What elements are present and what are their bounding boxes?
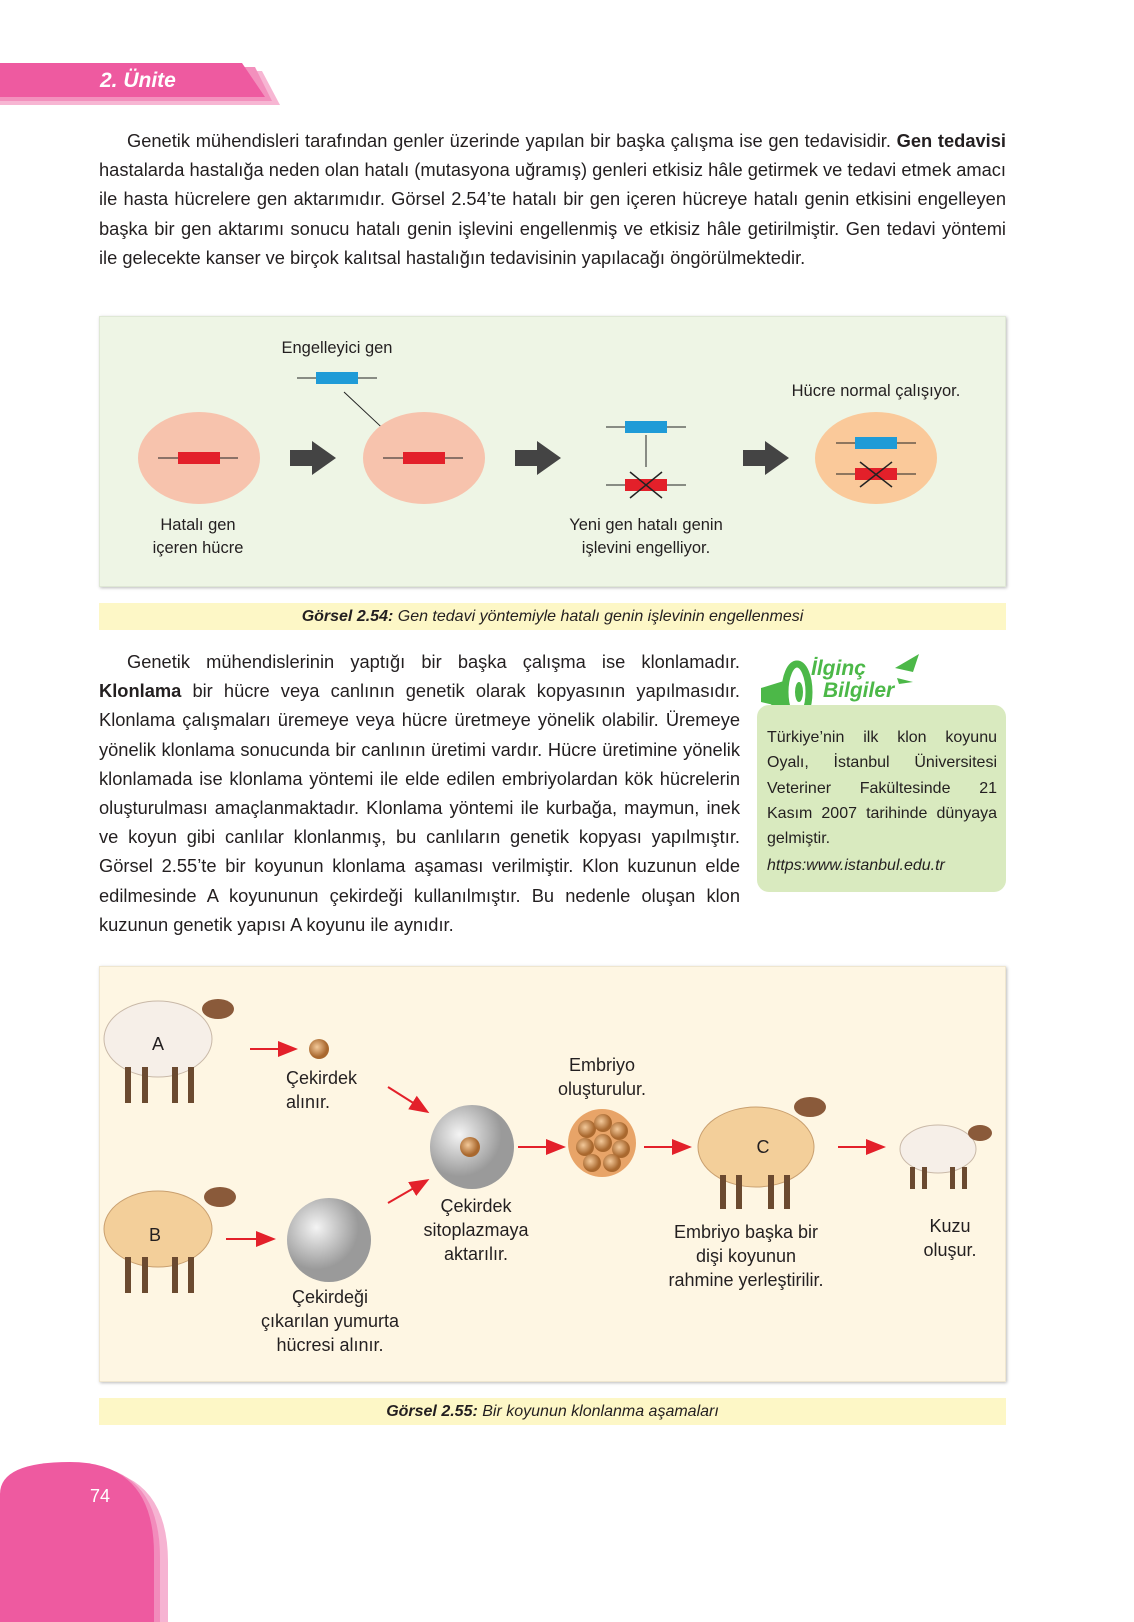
sheep-b-label: B [148, 1225, 161, 1245]
info-source: https:www.istanbul.edu.tr [767, 857, 945, 875]
label-embryo [540, 1053, 664, 1101]
sheep-a [104, 999, 234, 1103]
page-corner-shape [0, 1462, 175, 1622]
paragraph-text: Genetik mühendislerinin yaptığı bir başka çalışma ise klonlamadır. [127, 651, 740, 672]
inhibited-gene-pair [606, 421, 686, 498]
label-line: oluşur. [923, 1240, 977, 1260]
label-line: Yeni gen hatalı genin [569, 516, 723, 534]
sheep-c-label: C [756, 1137, 770, 1157]
paragraph-gene-therapy [99, 126, 1006, 272]
paragraph-text: hastalarda hastalığa neden olan hatalı (mutasyona uğramış) genleri etkisiz hâle getirmek ve tedavi etmek amacı ile hasta hücrelere gen aktarımıdır. Görsel 2.54’te hatalı bir gen içeren hücreye hatalı genin etkisini engelleyen başka bir gen aktarımı sonucu hatalı genin işlevini engellenmiş ve etkisiz hâle getirilmiştir. Gen tedavi yöntemi ile gelecekte kanser ve birçok kalıtsal hastalığın tedavisinin yapılacağı öngörülmektedir. [99, 159, 1006, 268]
label-implant [650, 1220, 842, 1292]
label-line: hücresi alınır. [276, 1335, 384, 1355]
label-line: Embriyo [568, 1055, 635, 1075]
info-body [757, 705, 1006, 892]
term-klonlama: Klonlama [99, 680, 182, 702]
info-box [757, 650, 1006, 892]
label-lamb [910, 1214, 990, 1262]
caption-number: Görsel 2.55: [386, 1403, 478, 1420]
paragraph-text: Genetik mühendisleri tarafından genler üzerinde yapılan bir başka çalışma ise gen tedavisidir. [127, 130, 897, 151]
info-text: Türkiye’nin ilk klon koyunu Oyalı, İstanbul Üniversitesi Veteriner Fakültesinde 21 Kasım 2007 tarihinde dünyaya gelmiştir. [767, 729, 997, 848]
label-line: içeren hücre [152, 539, 244, 557]
sheep-b [104, 1187, 236, 1293]
embryo [568, 1109, 636, 1177]
label-line: işlevini engelliyor. [581, 539, 711, 557]
figure-2-55 [99, 966, 1006, 1382]
unit-label: 2. Ünite [100, 69, 176, 92]
label-line: oluşturulur. [557, 1079, 647, 1099]
caption-text: Bir koyunun klonlanma aşamaları [477, 1403, 719, 1420]
caption-2-54 [99, 603, 1006, 630]
term-gen-tedavisi: Gen tedavisi [896, 130, 1006, 151]
label-line: Çekirdek [286, 1068, 358, 1088]
label-line: Hatalı gen [160, 516, 236, 534]
info-title-line: Bilgiler [823, 679, 895, 702]
label-line: rahmine yerleştirilir. [668, 1270, 824, 1290]
label-line: Çekirdek [440, 1196, 512, 1216]
info-title [811, 658, 894, 702]
label-cell-normal: Hücre normal çalışıyor. [791, 382, 961, 400]
arrow-icon [515, 441, 561, 475]
arrow-icon [743, 441, 789, 475]
unit-banner [0, 63, 280, 105]
label-line: Çekirdeği [291, 1287, 369, 1307]
info-title-line: İlginç [811, 657, 866, 680]
figure-2-54 [99, 316, 1006, 587]
page-number: 74 [90, 1486, 111, 1506]
paragraph-cloning [99, 647, 740, 939]
label-line: aktarılır. [443, 1244, 509, 1264]
label-faulty-cell [130, 514, 266, 560]
caption-text: Gen tedavi yöntemiyle hatalı genin işlevinin engellenmesi [393, 608, 804, 625]
cell-receiving-gene [363, 412, 485, 504]
label-inhibitor-gene: Engelleyici gen [281, 339, 393, 357]
label-line: alınır. [286, 1092, 331, 1112]
arrow-icon [388, 1087, 426, 1111]
label-nucleus-taken [286, 1066, 357, 1114]
label-line: Kuzu [929, 1216, 971, 1236]
egg-cell [287, 1198, 371, 1282]
label-egg-cell [240, 1285, 420, 1357]
label-nucleus-transfer [406, 1194, 546, 1266]
sheep-a-label: A [151, 1034, 164, 1054]
label-line: çıkarılan yumurta [260, 1311, 400, 1331]
faulty-cell [138, 412, 260, 504]
lamb [900, 1125, 992, 1189]
label-line: Embriyo başka bir [673, 1222, 819, 1242]
cloning-diagram [100, 967, 1007, 1383]
nucleus [309, 1039, 329, 1059]
inhibitor-gene [297, 372, 392, 437]
arrow-icon [290, 441, 336, 475]
caption-2-55 [99, 1398, 1006, 1425]
paragraph-text: bir hücre veya canlının genetik olarak kopyasının yapılmasıdır. Klonlama çalışmaları üremeye veya hücre üretmeye yönelik olabilir. Üremeye yönelik klonlama sonucunda bir canlının üretimi vardır. Hücre üretimine yönelik klonlamada ise klonlama yöntemi ile elde edilen embriyolardan kök hücrelerin oluşturulması amaçlanmaktadır. Klonlama yöntemi ile kurbağa, maymun, inek ve koyun gibi canlılar klonlanmış, bu canlıların genetik kopyası yapılmıştır. Görsel 2.55’te bir koyunun klonlama aşaması verilmiştir. Klon kuzunun elde edilmesinde A koyununun çekirdeği kullanılmıştır. Bu nedenle oluşan klon kuzunun genetik yapısı A koyunu ile aynıdır. [99, 680, 740, 935]
normal-cell [815, 412, 937, 504]
nucleus [460, 1137, 480, 1157]
label-new-gene [546, 514, 746, 560]
label-line: sitoplazmaya [423, 1220, 529, 1240]
page-number-badge [0, 1462, 175, 1622]
label-line: dişi koyunun [695, 1246, 797, 1266]
caption-number: Görsel 2.54: [301, 608, 394, 625]
